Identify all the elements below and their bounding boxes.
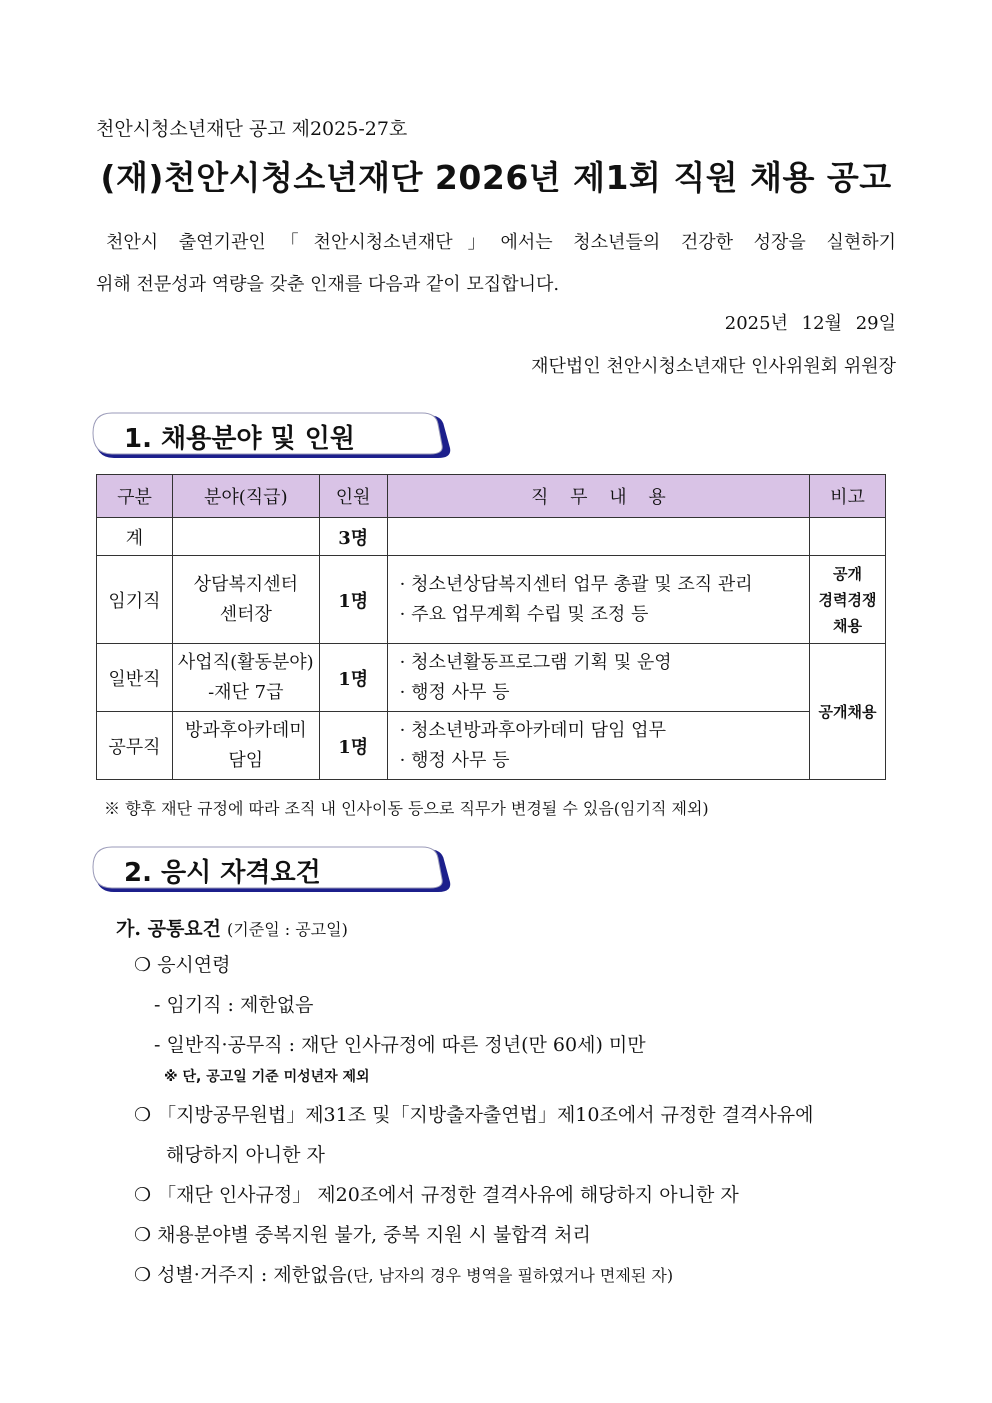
item-age-note: ※ 단, 공고일 기준 미성년자 제외 — [164, 1069, 370, 1085]
table-row — [97, 644, 886, 712]
row-remark — [810, 556, 886, 644]
recruitment-table — [96, 474, 886, 780]
table-row — [97, 556, 886, 644]
header-duty: 직 무 내 용 — [387, 475, 809, 518]
remark-line: 채용 — [833, 616, 863, 635]
intro-line-1: 천안시 출연기관인「천안시청소년재단」에서는 청소년들의 건강한 성장을 실현하기 — [106, 232, 896, 253]
row-category: 일반직 — [97, 644, 173, 712]
field-line: 담임 — [228, 749, 264, 771]
row-duty — [387, 556, 809, 644]
section-1-heading-text: 1. 채용분야 및 인원 — [124, 424, 355, 454]
duty-line: · 청소년방과후아카데미 담임 업무 — [399, 719, 666, 741]
section-1-heading — [92, 412, 452, 460]
item-age-1: - 임기직 : 제한없음 — [154, 994, 314, 1016]
total-label: 계 — [97, 518, 173, 556]
remark-line: 공개 — [833, 564, 863, 583]
intro-line-2: 위해 전문성과 역량을 갖춘 인재를 다음과 같이 모집합니다. — [96, 274, 560, 295]
row-field — [172, 712, 319, 780]
row-field — [172, 556, 319, 644]
intro-paragraph — [96, 222, 896, 306]
duty-line: · 청소년상담복지센터 업무 총괄 및 조직 관리 — [399, 573, 753, 595]
field-line: 사업직(활동분야) — [177, 651, 314, 673]
duty-line: · 청소년활동프로그램 기획 및 운영 — [399, 651, 672, 673]
item-law-2: 해당하지 아니한 자 — [166, 1144, 325, 1166]
notice-date: 2025년 12월 29일 — [724, 313, 896, 334]
table-row-total — [97, 518, 886, 556]
row-field — [172, 644, 319, 712]
table-note: ※ 향후 재단 규정에 따라 조직 내 인사이동 등으로 직무가 변경될 수 있음(임기직 제외) — [104, 799, 709, 818]
section-2-heading — [92, 846, 452, 894]
row-duty — [387, 644, 809, 712]
page-title: (재)천안시청소년재단 2026년 제1회 직원 채용 공고 — [100, 158, 892, 197]
section-2-heading-text: 2. 응시 자격요건 — [124, 858, 321, 888]
table-header-row — [97, 475, 886, 518]
row-category: 공무직 — [97, 712, 173, 780]
duty-line: · 주요 업무계획 수립 및 조정 등 — [399, 603, 649, 625]
item-gender-paren: (단, 남자의 경우 병역을 필하였거나 면제된 자) — [346, 1266, 674, 1285]
notice-number: 천안시청소년재단 공고 제2025-27호 — [96, 118, 408, 140]
field-line: 센터장 — [219, 603, 272, 625]
row-count: 1명 — [319, 644, 387, 712]
header-remark: 비고 — [810, 475, 886, 518]
header-category: 구분 — [97, 475, 173, 518]
field-line: 방과후아카데미 — [184, 719, 307, 741]
item-gender-main: ❍ 성별·거주지 : 제한없음 — [134, 1264, 347, 1286]
header-count: 인원 — [319, 475, 387, 518]
remark-line: 경력경쟁 — [818, 590, 877, 609]
shared-remark: 공개채용 — [810, 644, 886, 780]
sub-heading-title: 가. 공통요건 — [116, 918, 221, 940]
item-gender — [134, 1260, 673, 1287]
item-duplicate: ❍ 채용분야별 중복지원 불가, 중복 지원 시 불합격 처리 — [134, 1224, 591, 1246]
signer: 재단법인 천안시청소년재단 인사위원회 위원장 — [531, 356, 896, 377]
duty-line: · 행정 사무 등 — [399, 681, 510, 703]
item-law-1: ❍ 「지방공무원법」제31조 및「지방출자출연법」제10조에서 규정한 결격사유에 — [134, 1104, 814, 1126]
header-field: 분야(직급) — [172, 475, 319, 518]
sub-heading-common — [116, 914, 348, 941]
row-count: 1명 — [319, 556, 387, 644]
row-duty — [387, 712, 809, 780]
duty-line: · 행정 사무 등 — [399, 749, 510, 771]
field-line: 상담복지센터 — [193, 573, 298, 595]
item-rule: ❍ 「재단 인사규정」 제20조에서 규정한 결격사유에 해당하지 아니한 자 — [134, 1184, 739, 1206]
row-category: 임기직 — [97, 556, 173, 644]
row-count: 1명 — [319, 712, 387, 780]
item-age-title: ❍ 응시연령 — [134, 954, 231, 976]
field-line: -재단 7급 — [208, 681, 284, 703]
sub-heading-criteria: (기준일 : 공고일) — [227, 920, 348, 939]
table-row — [97, 712, 886, 780]
item-age-2: - 일반직·공무직 : 재단 인사규정에 따른 정년(만 60세) 미만 — [154, 1034, 646, 1056]
total-count: 3명 — [319, 518, 387, 556]
